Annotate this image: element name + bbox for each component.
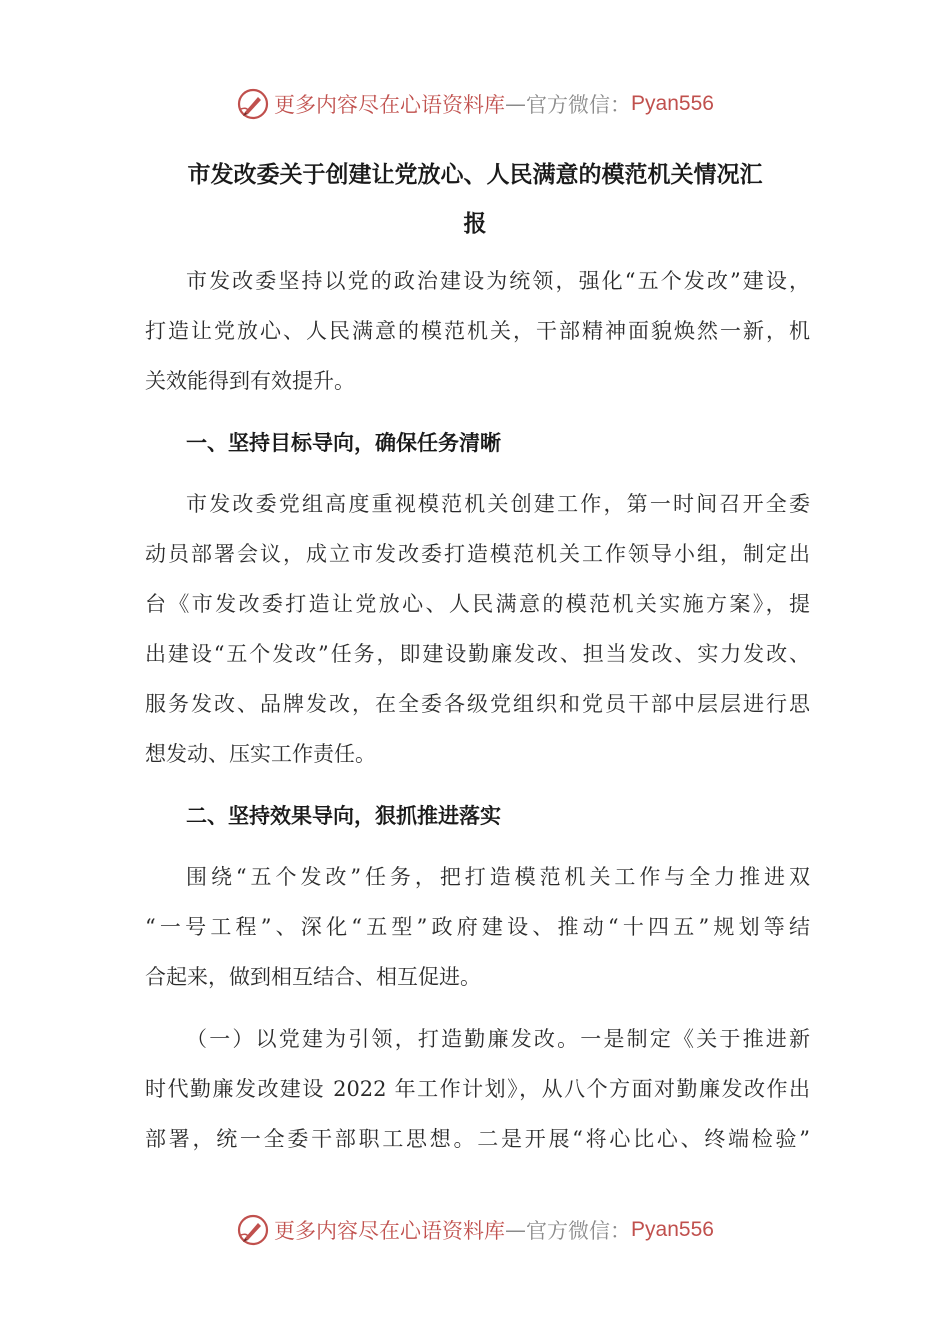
banner-separator: — xyxy=(505,92,527,116)
paragraph-line: 市发改委党组高度重视模范机关创建工作，第一时间召开全委 xyxy=(186,492,810,516)
wechat-label: 官方微信： xyxy=(526,1219,632,1243)
paragraph-line: 动员部署会议，成立市发改委打造模范机关工作领导小组，制定出 xyxy=(145,542,810,566)
paragraph-line: 部署，统一全委干部职工思想。二是开展“将心比心、终端检验” xyxy=(145,1127,810,1151)
paragraph-line: 打造让党放心、人民满意的模范机关，干部精神面貌焕然一新，机 xyxy=(145,319,810,343)
paragraph-line: 关效能得到有效提升。 xyxy=(145,369,355,393)
paragraph-line: 合起来，做到相互结合、相互促进。 xyxy=(145,965,481,989)
paragraph-line: 市发改委坚持以党的政治建设为统领，强化“五个发改”建设， xyxy=(186,269,810,293)
brand-text: 更多内容尽在心语资料库 xyxy=(274,93,506,117)
paragraph-line: “一号工程”、深化“五型”政府建设、推动“十四五”规划等结 xyxy=(145,915,810,939)
wechat-id: Pyan556 xyxy=(631,1218,714,1241)
paragraph-line: 想发动、压实工作责任。 xyxy=(145,742,376,766)
paragraph-line: 围绕“五个发改”任务，把打造模范机关工作与全力推进双 xyxy=(186,865,810,889)
paragraph-line: （一）以党建为引领，打造勤廉发改。一是制定《关于推进新 xyxy=(186,1027,810,1051)
pen-logo-icon xyxy=(236,1213,270,1247)
banner-separator: — xyxy=(505,1218,527,1242)
pen-logo-icon xyxy=(236,87,270,121)
header-watermark-banner xyxy=(0,84,950,124)
paragraph-line: 台《市发改委打造让党放心、人民满意的模范机关实施方案》，提 xyxy=(145,592,810,616)
paragraph-line: 出建设“五个发改”任务，即建设勤廉发改、担当发改、实力发改、 xyxy=(145,642,810,666)
section-heading-1: 一、坚持目标导向，确保任务清晰 xyxy=(186,431,501,455)
brand-text: 更多内容尽在心语资料库 xyxy=(274,1219,506,1243)
footer-watermark-banner xyxy=(0,1210,950,1250)
document-title-line-2: 报 xyxy=(463,211,487,237)
paragraph-line: 时代勤廉发改建设 2022 年工作计划》，从八个方面对勤廉发改作出 xyxy=(145,1077,810,1101)
paragraph-line: 服务发改、品牌发改，在全委各级党组织和党员干部中层层进行思 xyxy=(145,692,810,716)
section-heading-2: 二、坚持效果导向，狠抓推进落实 xyxy=(186,804,501,828)
wechat-id: Pyan556 xyxy=(631,92,714,115)
document-title-line-1: 市发改委关于创建让党放心、人民满意的模范机关情况汇 xyxy=(187,162,763,188)
wechat-label: 官方微信： xyxy=(526,93,632,117)
